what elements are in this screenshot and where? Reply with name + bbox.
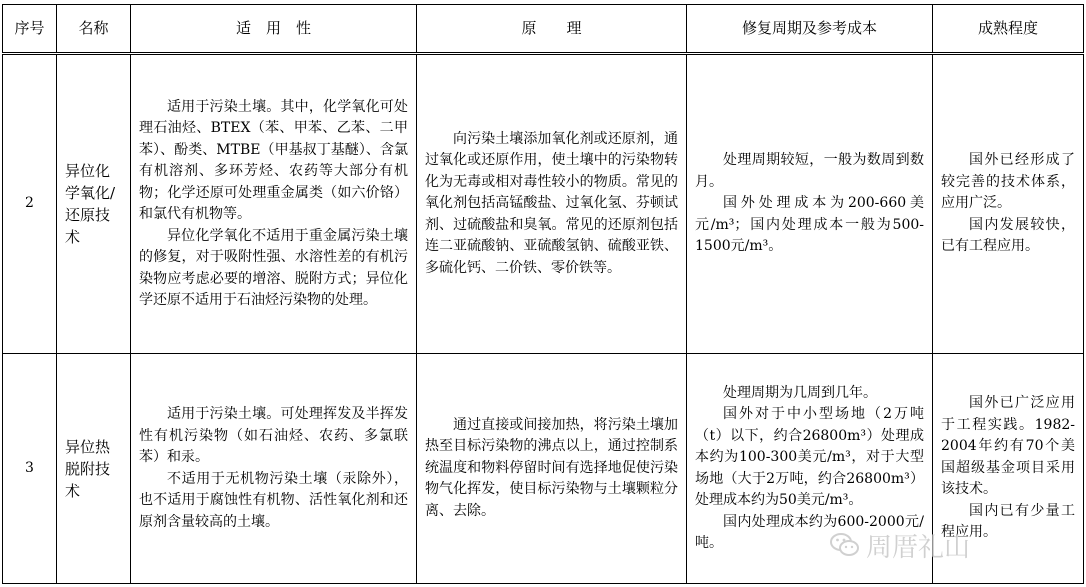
table-row [3, 54, 1084, 354]
header-principle: 原 理 [417, 5, 687, 54]
maturity-para: 国内发展较快，已有工程应用。 [941, 216, 1075, 255]
header-cost: 修复周期及参考成本 [687, 5, 933, 54]
header-applicability: 适 用 性 [131, 5, 417, 54]
remediation-tech-table [2, 4, 1084, 584]
cost-cell [687, 54, 933, 354]
maturity-para: 国外已经形成了较完善的技术体系，应用广泛。 [941, 152, 1075, 212]
cost-cell [687, 354, 933, 584]
maturity-para: 国内已有少量工程应用。 [941, 502, 1075, 541]
applicability-para: 异位化学氧化不适用于重金属污染土壤的修复，对于吸附性强、水溶性差的有机污染物应考虑必要的增溶、脱附方式；异位化学还原不适用于石油烃污染物的处理。 [139, 227, 408, 308]
maturity-para: 国外已广泛应用于工程实践。1982-2004年约有70个美国超级基金项目采用该技术。 [941, 395, 1075, 498]
row-num: 3 [3, 354, 57, 584]
applicability-para: 适用于污染土壤。其中，化学氧化可处理石油烃、BTEX（苯、甲苯、乙苯、二甲苯）、酚类、MTBE（甲基叔丁基醚）、含氯有机溶剂、多环芳烃、农药等大部分有机物；化学还原可处理重金属类（如六价铬）和氯代有机物等。 [139, 98, 408, 222]
applicability-para: 不适用于无机物污染土壤（汞除外），也不适用于腐蚀性有机物、活性氧化剂和还原剂含量较高的土壤。 [139, 470, 408, 530]
cost-para: 国外对于中小型场地（2万吨（t）以下，约合26800m³）处理成本约为100-300美元/m³，对于大型场地（大于2万吨，约合26800m³）处理成本约为50美元/m³。 [695, 406, 924, 508]
header-name: 名称 [57, 5, 131, 54]
principle-para: 通过直接或间接加热，将污染土壤加热至目标污染物的沸点以上，通过控制系统温度和物料停留时间有选择地促使污染物气化挥发，使目标污染物与土壤颗粒分离、去除。 [425, 416, 678, 519]
header-num: 序号 [3, 5, 57, 54]
maturity-cell [933, 354, 1084, 584]
header-row [3, 5, 1084, 54]
watermark-text: 周厝礼山 [866, 532, 971, 563]
principle-cell [417, 54, 687, 354]
cost-para: 处理周期为几周到几年。 [723, 384, 877, 401]
table-row [3, 354, 1084, 584]
principle-cell [417, 354, 687, 584]
row-num: 2 [3, 54, 57, 354]
cost-para: 国内处理成本约为600-2000元/吨。 [695, 513, 924, 551]
tech-name: 异位化学氧化/还原技术 [57, 54, 131, 354]
cost-para: 国外处理成本为200-660美元/m³；国内处理成本一般为500-1500元/m³。 [695, 195, 924, 255]
applicability-cell [131, 354, 417, 584]
maturity-cell [933, 54, 1084, 354]
applicability-para: 适用于污染土壤。可处理挥发及半挥发性有机污染物（如石油烃、农药、多氯联苯）和汞。 [139, 406, 408, 465]
tech-name: 异位热脱附技术 [57, 354, 131, 584]
cost-para: 处理周期较短，一般为数周到数月。 [695, 152, 924, 190]
principle-para: 向污染土壤添加氧化剂或还原剂，通过氧化或还原作用，使土壤中的污染物转化为无毒或相对毒性较小的物质。常见的氧化剂包括高锰酸盐、过氧化氢、芬顿试剂、过硫酸盐和臭氧。常见的还原剂包括连二亚硫酸钠、亚硫酸氢钠、硫酸亚铁、多硫化钙、二价铁、零价铁等。 [425, 130, 678, 276]
applicability-cell [131, 54, 417, 354]
header-maturity: 成熟程度 [933, 5, 1084, 54]
